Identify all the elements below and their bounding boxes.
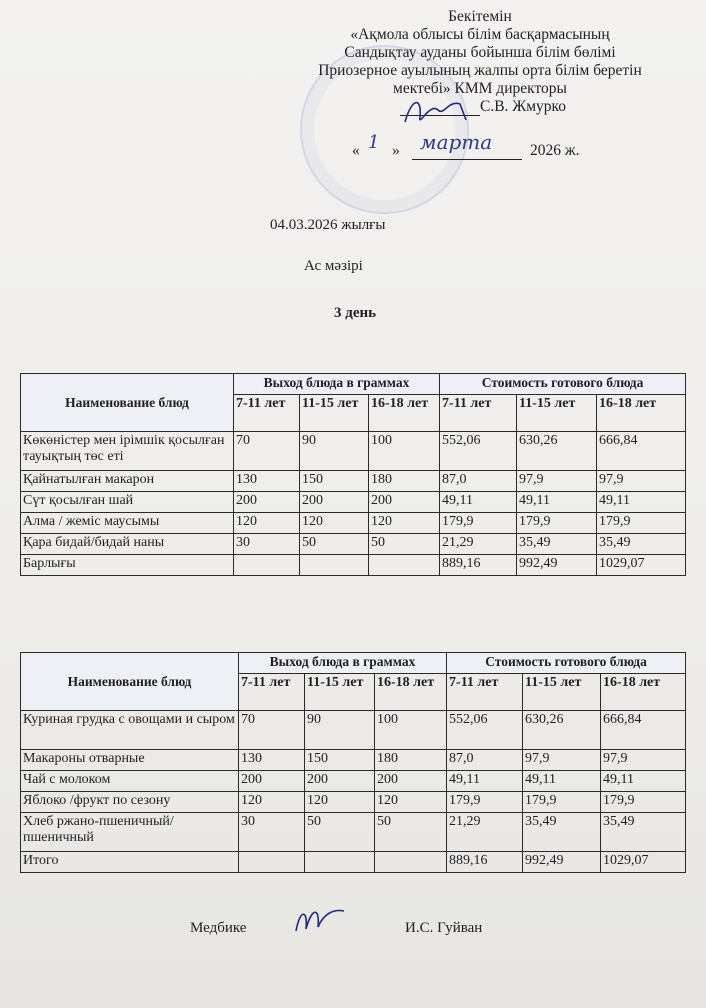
grams-cell: 200 [239, 771, 305, 792]
grams-cell: 200 [234, 492, 300, 513]
grams-cell: 130 [234, 471, 300, 492]
age-group: 16-18 лет [597, 395, 686, 432]
grams-cell: 120 [305, 792, 375, 813]
grams-cell: 90 [305, 711, 375, 750]
cost-cell: 179,9 [447, 792, 523, 813]
director-signature-line [280, 98, 680, 118]
dish-name: Яблоко /фрукт по сезону [21, 792, 239, 813]
grams-cell: 100 [369, 432, 440, 471]
dish-name: Көкөністер мен ірімшік қосылған тауықтың төс еті [21, 432, 234, 471]
total-cost: 889,16 [447, 852, 523, 873]
cost-cell: 552,06 [440, 432, 517, 471]
table-row [21, 534, 686, 555]
grams-cell: 130 [239, 750, 305, 771]
total-label: Барлығы [21, 555, 234, 576]
grams-cell: 150 [300, 471, 369, 492]
table-header-row [21, 653, 686, 674]
total-label: Итого [21, 852, 239, 873]
dish-name: Чай с молоком [21, 771, 239, 792]
grams-cell: 200 [369, 492, 440, 513]
age-group: 16-18 лет [369, 395, 440, 432]
header-output: Выход блюда в граммах [239, 653, 447, 674]
dish-name: Қара бидай/бидай наны [21, 534, 234, 555]
total-cost: 1029,07 [601, 852, 686, 873]
grams-cell: 200 [305, 771, 375, 792]
nurse-signature [290, 903, 350, 939]
grams-cell: 120 [375, 792, 447, 813]
cost-cell: 35,49 [523, 813, 601, 852]
cost-cell: 179,9 [523, 792, 601, 813]
grams-cell: 180 [375, 750, 447, 771]
grams-cell: 30 [234, 534, 300, 555]
cost-cell: 49,11 [601, 771, 686, 792]
cost-cell: 87,0 [447, 750, 523, 771]
table-row [21, 432, 686, 471]
cost-cell: 97,9 [517, 471, 597, 492]
cost-cell: 35,49 [517, 534, 597, 555]
grams-cell: 90 [300, 432, 369, 471]
dish-name: Хлеб ржано-пшеничный/пшеничный [21, 813, 239, 852]
total-cost: 992,49 [523, 852, 601, 873]
grams-cell: 120 [239, 792, 305, 813]
table-row [21, 513, 686, 534]
table-row [21, 813, 686, 852]
grams-cell: 150 [305, 750, 375, 771]
director-name: С.В. Жмурко [480, 98, 566, 115]
grams-cell: 70 [239, 711, 305, 750]
grams-cell: 120 [234, 513, 300, 534]
grams-cell: 50 [369, 534, 440, 555]
age-group: 7-11 лет [234, 395, 300, 432]
cost-cell: 630,26 [523, 711, 601, 750]
approval-block [280, 8, 680, 168]
header-dish: Наименование блюд [21, 374, 234, 432]
grams-cell: 120 [300, 513, 369, 534]
grams-cell: 30 [239, 813, 305, 852]
menu-table-ru [20, 652, 686, 873]
total-cost: 1029,07 [597, 555, 686, 576]
table-row [21, 771, 686, 792]
age-group: 16-18 лет [601, 674, 686, 711]
table-row [21, 471, 686, 492]
cost-cell: 97,9 [597, 471, 686, 492]
dish-name: Куриная грудка с овощами и сыром [21, 711, 239, 750]
table-row [21, 492, 686, 513]
cost-cell: 35,49 [601, 813, 686, 852]
grams-cell: 120 [369, 513, 440, 534]
grams-cell: 180 [369, 471, 440, 492]
cost-cell: 179,9 [597, 513, 686, 534]
approval-date: « 1 » марта 2026 ж. [352, 130, 580, 159]
cost-cell: 49,11 [597, 492, 686, 513]
grams-cell: 100 [375, 711, 447, 750]
nurse-role: Медбике [190, 920, 247, 936]
cost-cell: 49,11 [447, 771, 523, 792]
header-cost: Стоимость готового блюда [440, 374, 686, 395]
director-signature [400, 92, 470, 132]
header-dish: Наименование блюд [21, 653, 239, 711]
grams-cell: 70 [234, 432, 300, 471]
age-group: 11-15 лет [523, 674, 601, 711]
cost-cell: 552,06 [447, 711, 523, 750]
age-group: 16-18 лет [375, 674, 447, 711]
table-row [21, 711, 686, 750]
table-row [21, 750, 686, 771]
cost-cell: 97,9 [523, 750, 601, 771]
cost-cell: 179,9 [517, 513, 597, 534]
grams-cell: 200 [300, 492, 369, 513]
cost-cell: 179,9 [601, 792, 686, 813]
table-row [21, 792, 686, 813]
approval-date-day: 1 [368, 132, 380, 153]
cost-cell: 97,9 [601, 750, 686, 771]
document-date: 04.03.2026 жылғы [270, 217, 386, 233]
menu-table-kz [20, 373, 686, 576]
table-header-row [21, 374, 686, 395]
cost-cell: 630,26 [517, 432, 597, 471]
cost-cell: 49,11 [517, 492, 597, 513]
header-output: Выход блюда в граммах [234, 374, 440, 395]
document-title: Ас мәзірі [304, 258, 363, 274]
cost-cell: 87,0 [440, 471, 517, 492]
age-group: 11-15 лет [300, 395, 369, 432]
approval-line: Сандықтау ауданы бойынша білім бөлімі [344, 44, 616, 61]
approval-line: мектебі» КММ директоры [393, 80, 567, 97]
approval-line: «Ақмола облысы білім басқармасының [350, 26, 610, 43]
total-cost: 992,49 [517, 555, 597, 576]
document-day: 3 день [334, 305, 377, 321]
table-total-row [21, 555, 686, 576]
cost-cell: 21,29 [440, 534, 517, 555]
age-group: 11-15 лет [305, 674, 375, 711]
header-cost: Стоимость готового блюда [447, 653, 686, 674]
approval-title: Бекітемін [448, 8, 512, 25]
age-group: 7-11 лет [440, 395, 517, 432]
cost-cell: 179,9 [440, 513, 517, 534]
cost-cell: 35,49 [597, 534, 686, 555]
cost-cell: 21,29 [447, 813, 523, 852]
cost-cell: 49,11 [523, 771, 601, 792]
cost-cell: 49,11 [440, 492, 517, 513]
age-group: 11-15 лет [517, 395, 597, 432]
dish-name: Сүт қосылған шай [21, 492, 234, 513]
grams-cell: 50 [305, 813, 375, 852]
cost-cell: 666,84 [597, 432, 686, 471]
grams-cell: 50 [375, 813, 447, 852]
dish-name: Макароны отварные [21, 750, 239, 771]
approval-date-month: марта [420, 130, 493, 154]
age-group: 7-11 лет [239, 674, 305, 711]
dish-name: Қайнатылған макарон [21, 471, 234, 492]
table-total-row [21, 852, 686, 873]
grams-cell: 50 [300, 534, 369, 555]
grams-cell: 200 [375, 771, 447, 792]
cost-cell: 666,84 [601, 711, 686, 750]
date-underline [412, 159, 522, 160]
approval-line: Приозерное ауылының жалпы орта білім беретін [318, 62, 642, 79]
total-cost: 889,16 [440, 555, 517, 576]
age-group: 7-11 лет [447, 674, 523, 711]
nurse-name: И.С. Гуйван [405, 920, 483, 936]
dish-name: Алма / жеміс маусымы [21, 513, 234, 534]
approval-date-year: 2026 ж. [530, 142, 580, 159]
